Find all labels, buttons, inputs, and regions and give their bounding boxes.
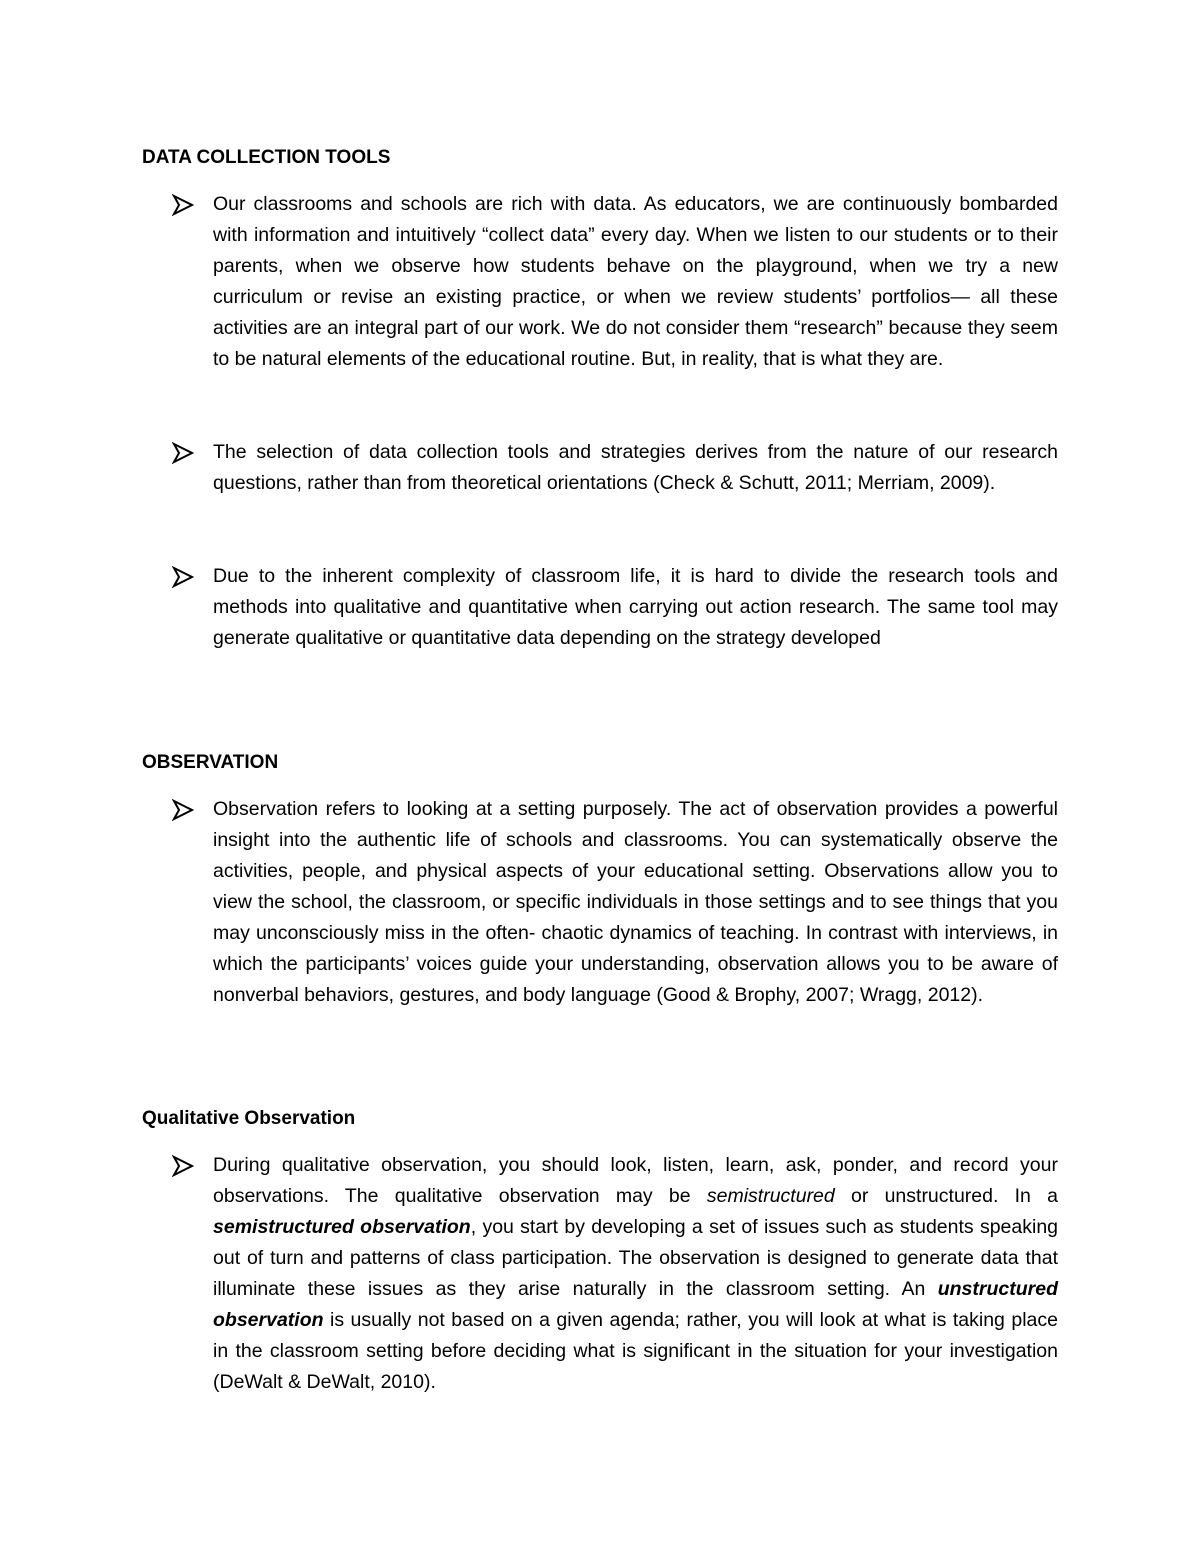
bullet-item xyxy=(172,193,1058,375)
arrowhead-bullet-icon xyxy=(172,193,194,217)
bullet-text: Due to the inherent complexity of classroom life, it is hard to divide the research tools and methods into qualitative and quantitative when carrying out action research. The same tool may generate qualitative or quantitative data depending on the strategy developed xyxy=(213,565,1058,649)
text-run: or unstructured. In a xyxy=(834,1185,1058,1207)
italic-term-semistructured: semistructured xyxy=(706,1185,835,1207)
bullet-item xyxy=(172,798,1058,1011)
arrowhead-bullet-icon xyxy=(172,798,194,822)
text-run: , you start by developing a set of issues such as students speaking out of turn and patterns of class participation. The observation is designed to generate data that illuminate these issues as they arise naturally in the classroom setting. An xyxy=(213,1216,1059,1300)
bullet-item xyxy=(172,565,1058,654)
heading-qualitative-observation: Qualitative Observation xyxy=(142,1108,356,1129)
bullet-text xyxy=(213,1150,1058,1398)
bullet-text: Our classrooms and schools are rich with data. As educators, we are continuously bombarded with information and intuitively “collect data” every day. When we listen to our students or to their parents, when we observe how students behave on the playground, when we try a new curriculum or revise an existing practice, or when we review students’ portfolios— all these activities are an integral part of our work. We do not consider them “research” because they seem to be natural elements of the educational routine. But, in reality, that is what they are. xyxy=(213,193,1058,370)
bullet-text: The selection of data collection tools and strategies derives from the nature of our research questions, rather than from theoretical orientations (Check & Schutt, 2011; Merriam, 2009). xyxy=(213,441,1058,494)
bold-italic-term-unstructured-observation: unstructured observation xyxy=(213,1278,1058,1331)
text-run: is usually not based on a given agenda; rather, you will look at what is taking place in the classroom setting before deciding what is significant in the situation for your investigation (DeWalt & DeWalt, 2010). xyxy=(213,1309,1058,1393)
arrowhead-bullet-icon xyxy=(172,441,194,465)
text-run: During qualitative observation, you should look, listen, learn, ask, ponder, and record your observations. The qualitative observation may be xyxy=(213,1154,1058,1207)
arrowhead-bullet-icon xyxy=(172,565,194,589)
arrowhead-bullet-icon xyxy=(172,1154,194,1178)
heading-observation: OBSERVATION xyxy=(142,752,279,773)
bullet-item xyxy=(172,441,1058,499)
bold-italic-term-semistructured-observation: semistructured observation xyxy=(213,1216,471,1238)
bullet-text: Observation refers to looking at a setting purposely. The act of observation provides a powerful insight into the authentic life of schools and classrooms. You can systematically observe the activities, people, and physical aspects of your educational setting. Observations allow you to view the school, the classroom, or specific individuals in those settings and to see things that you may unconsciously miss in the often- chaotic dynamics of teaching. In contrast with interviews, in which the participants’ voices guide your understanding, observation allows you to be aware of nonverbal behaviors, gestures, and body language (Good & Brophy, 2007; Wragg, 2012). xyxy=(213,798,1058,1006)
bullet-item xyxy=(172,1154,1058,1398)
heading-data-collection-tools: DATA COLLECTION TOOLS xyxy=(142,147,391,168)
